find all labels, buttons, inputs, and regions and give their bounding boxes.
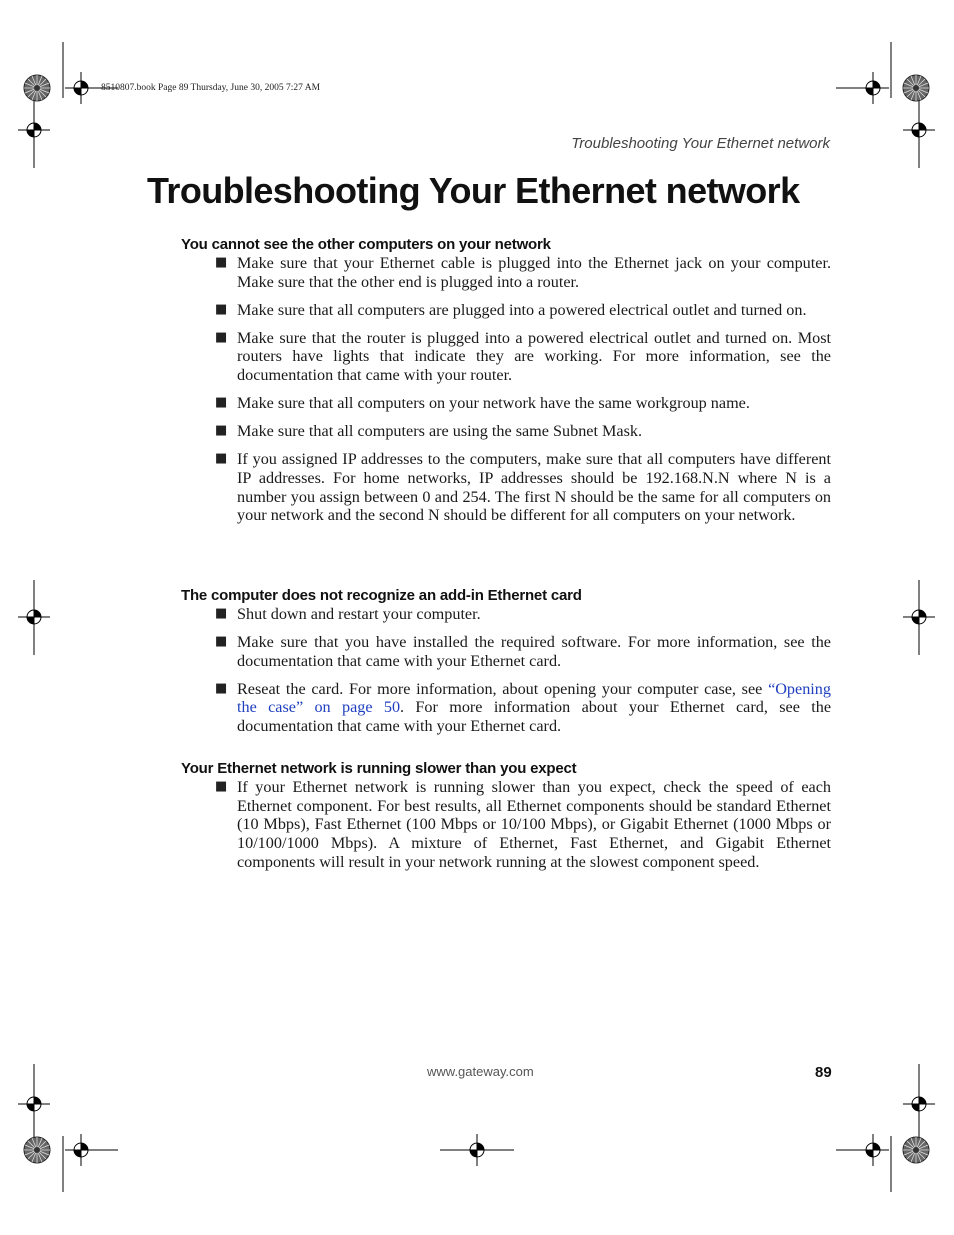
list-item: ■ If your Ethernet network is running slower than you expect, check the speed of each Ethernet component. For best results, all Ethernet components should be standard Ethernet (10 Mbps), Fast Ethernet (100 Mbps or 10/100 Mbps), or Gigabit Ethernet (1000 Mbps or 10/100/1000 Mbps). A mixture of Ethernet, Fast Ethernet, and Gigabit Ethernet components will result in your network running at the slowest component speed. <box>215 778 831 871</box>
section-heading: Your Ethernet network is running slower than you expect <box>181 760 577 777</box>
opening-the-case-link[interactable]: “Opening the case” on page 50 <box>237 679 831 717</box>
bullet-list <box>181 254 831 525</box>
bullet-icon: ■ <box>215 423 228 439</box>
page-title: Troubleshooting Your Ethernet network <box>147 170 800 211</box>
list-item: ■ Make sure that the router is plugged into a powered electrical outlet and turned on. Most routers have lights that indicate they are working. For more information, see the documentation that came with your router. <box>215 328 831 385</box>
section-heading: The computer does not recognize an add-in Ethernet card <box>181 587 582 604</box>
footer-url: www.gateway.com <box>427 1064 534 1079</box>
bullet-icon: ■ <box>215 329 228 345</box>
bullet-icon: ■ <box>215 680 228 696</box>
bullet-list <box>181 605 831 736</box>
section-network-slow <box>181 759 831 881</box>
list-item: ■ Make sure that your Ethernet cable is plugged into the Ethernet jack on your computer. Make sure that the other end is plugged into a router. <box>215 254 831 291</box>
list-item: ■ If you assigned IP addresses to the computers, make sure that all computers have different IP addresses. For home networks, IP addresses should be 192.168.N.N where N is a number you assign between 0 and 254. The first N should be the same for all computers on your network and the second N should be different for all computers on your network. <box>215 450 831 525</box>
bullet-icon: ■ <box>215 606 228 621</box>
list-item: ■ Make sure that you have installed the required software. For more information, see the documentation that came with your Ethernet card. <box>215 633 831 670</box>
bullet-icon: ■ <box>215 451 228 467</box>
list-item: ■ Make sure that all computers on your network have the same workgroup name. <box>215 394 750 413</box>
page-number: 89 <box>815 1064 832 1081</box>
list-item: ■ Make sure that all computers are using the same Subnet Mask. <box>215 422 643 441</box>
bullet-icon: ■ <box>215 301 228 317</box>
running-head: Troubleshooting Your Ethernet network <box>571 135 830 152</box>
bullet-icon: ■ <box>215 395 228 411</box>
list-item: ■ Reseat the card. For more information, about opening your computer case, see “Opening the case” on page 50. For more information about your Ethernet card, see the documentation that came with your Ethernet card. <box>215 679 831 736</box>
bullet-list <box>181 778 831 872</box>
bullet-icon: ■ <box>215 634 228 649</box>
print-info: 8510807.book Page 89 Thursday, June 30, 2005 7:27 AM <box>101 83 321 93</box>
section-heading: You cannot see the other computers on your network <box>181 236 551 253</box>
section-card-not-recognized <box>181 586 831 745</box>
bullet-icon: ■ <box>215 255 228 270</box>
list-item: ■ Make sure that all computers are plugged into a powered electrical outlet and turned on. <box>215 300 807 319</box>
list-item: ■ Shut down and restart your computer. <box>215 605 481 623</box>
section-cannot-see-computers <box>181 235 831 534</box>
bullet-icon: ■ <box>215 779 228 794</box>
